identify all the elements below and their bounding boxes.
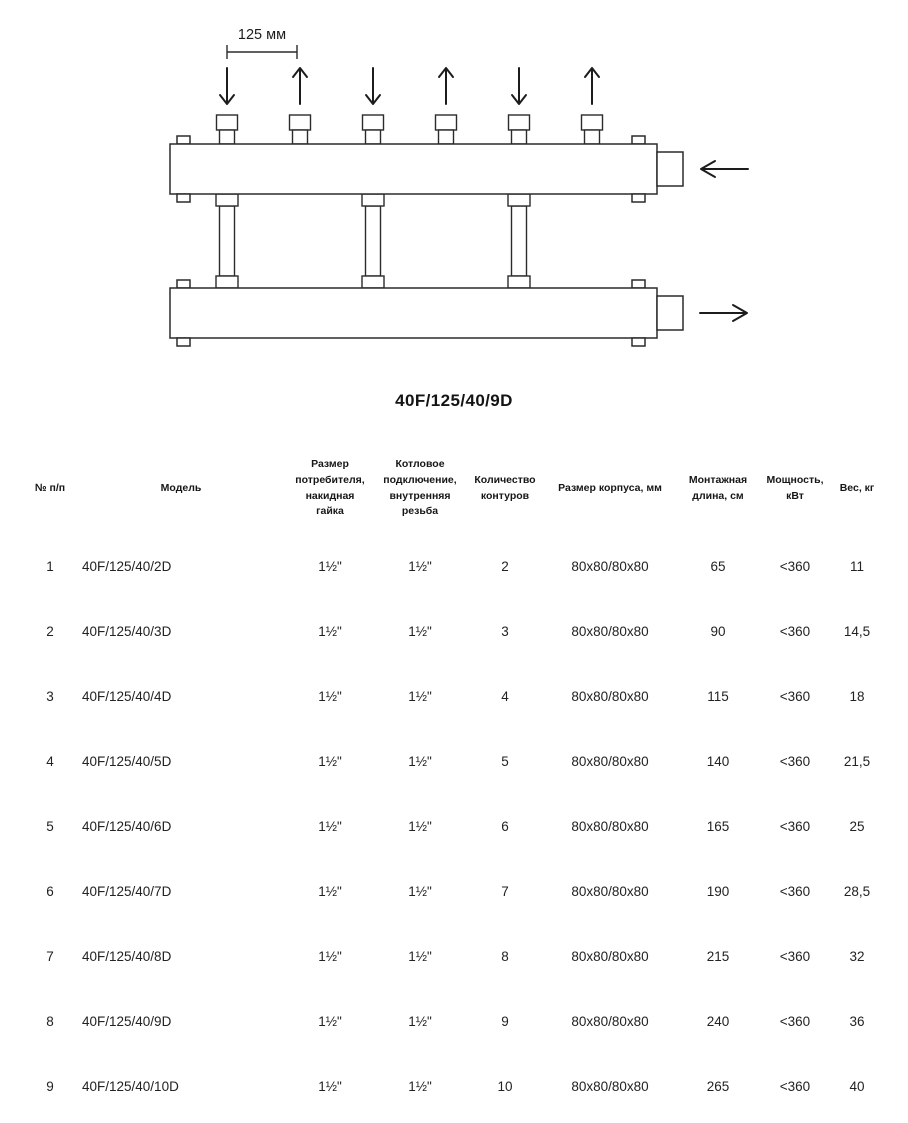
table-cell: <360	[779, 754, 811, 769]
port-fittings	[217, 115, 603, 144]
table-cell: 40F/125/40/5D	[82, 754, 172, 769]
table-row	[24, 1054, 884, 1119]
bottom-manifold	[170, 280, 683, 346]
table-cell: 190	[706, 884, 730, 899]
flow-arrows-top	[220, 68, 599, 104]
table-cell: 240	[706, 1014, 730, 1029]
table-cell: 9	[501, 1014, 509, 1029]
table-cell: 2	[46, 624, 54, 639]
outlet-arrow-icon	[700, 305, 747, 321]
column-header: № п/п	[34, 481, 66, 494]
table-cell: 1½"	[318, 819, 342, 834]
up-arrow-icon	[439, 68, 453, 104]
table-row	[24, 534, 884, 599]
table-cell: 1½"	[318, 689, 342, 704]
port-fitting	[509, 115, 530, 144]
table-cell: 40F/125/40/6D	[82, 819, 172, 834]
mounting-tab	[632, 136, 645, 144]
table-cell: 5	[501, 754, 509, 769]
table-cell: 6	[501, 819, 509, 834]
table-cell: 8	[501, 949, 509, 964]
mounting-tab	[177, 194, 190, 202]
page-title: 40F/125/40/9D	[395, 391, 513, 410]
table-cell: <360	[779, 884, 811, 899]
table-cell: 80x80/80x80	[571, 1079, 649, 1094]
table-cell: 1½"	[408, 1079, 432, 1094]
table-cell: 1½"	[408, 559, 432, 574]
table-cell: 7	[501, 884, 509, 899]
down-arrow-icon	[220, 68, 234, 104]
table-cell: 7	[46, 949, 54, 964]
table-cell: 40F/125/40/9D	[82, 1014, 172, 1029]
port-fitting	[290, 115, 311, 144]
top-manifold	[170, 136, 683, 202]
table-row	[24, 924, 884, 989]
table-cell: 10	[497, 1079, 513, 1094]
port-fitting	[436, 115, 457, 144]
dimension-label: 125 мм	[237, 27, 287, 43]
manifold-body	[170, 288, 657, 338]
table-cell: 11	[849, 559, 864, 574]
inlet-arrow-icon	[701, 161, 748, 177]
table-cell: 1½"	[408, 624, 432, 639]
table-cell: 1½"	[408, 819, 432, 834]
manifold-diagram	[0, 8, 908, 360]
table-cell: 40	[849, 1079, 865, 1094]
port-fitting	[582, 115, 603, 144]
table-cell: 40F/125/40/3D	[82, 624, 172, 639]
circuit-connectors	[216, 194, 530, 288]
up-arrow-icon	[293, 68, 307, 104]
down-arrow-icon	[366, 68, 380, 104]
table-cell: 1½"	[318, 949, 342, 964]
table-row	[24, 794, 884, 859]
table-cell: 1½"	[408, 754, 432, 769]
table-row	[24, 989, 884, 1054]
table-cell: 3	[46, 689, 54, 704]
mounting-tab	[177, 136, 190, 144]
inlet-stub	[657, 152, 683, 186]
table-cell: 40F/125/40/4D	[82, 689, 172, 704]
port-fitting	[363, 115, 384, 144]
table-cell: 8	[46, 1014, 54, 1029]
table-cell: 3	[501, 624, 509, 639]
column-header: Вес, кг	[839, 481, 875, 494]
table-cell: 1½"	[408, 1014, 432, 1029]
mounting-tab	[632, 338, 645, 346]
table-cell: 18	[849, 689, 865, 704]
column-header: Мощность, кВт	[766, 473, 824, 502]
table-body	[24, 534, 884, 1119]
table-cell: 40F/125/40/8D	[82, 949, 172, 964]
table-cell: 80x80/80x80	[571, 1014, 649, 1029]
table-cell: 140	[706, 754, 730, 769]
table-cell: 28,5	[843, 884, 871, 899]
table-row	[24, 729, 884, 794]
table-cell: 1½"	[318, 559, 342, 574]
up-arrow-icon	[585, 68, 599, 104]
mounting-tab	[632, 280, 645, 288]
circuit-connector	[362, 194, 384, 288]
table-cell: 90	[710, 624, 726, 639]
column-header: Количество контуров	[474, 473, 536, 502]
table-cell: 1½"	[408, 689, 432, 704]
table-cell: <360	[779, 1014, 811, 1029]
column-header: Котловое подключение, внутренняя резьба	[383, 458, 457, 518]
table-cell: 40F/125/40/10D	[82, 1079, 179, 1094]
table-cell: 9	[46, 1079, 54, 1094]
table-cell: <360	[779, 559, 811, 574]
table-row	[24, 859, 884, 924]
table-cell: 14,5	[843, 624, 871, 639]
mounting-tab	[177, 280, 190, 288]
table-cell: 1½"	[318, 754, 342, 769]
table-cell: 1½"	[318, 884, 342, 899]
table-cell: 1½"	[318, 1079, 342, 1094]
mounting-tab	[177, 338, 190, 346]
table-cell: 80x80/80x80	[571, 949, 649, 964]
table-cell: 265	[706, 1079, 730, 1094]
table-cell: 1½"	[408, 884, 432, 899]
spec-table	[24, 457, 884, 1119]
table-cell: 5	[46, 819, 54, 834]
mounting-tab	[632, 194, 645, 202]
table-cell: <360	[779, 624, 811, 639]
table-cell: <360	[779, 949, 811, 964]
table-cell: 1½"	[318, 1014, 342, 1029]
table-cell: 4	[501, 689, 509, 704]
dimension-marker	[227, 45, 297, 59]
table-row	[24, 664, 884, 729]
table-cell: 40F/125/40/2D	[82, 559, 172, 574]
port-fitting	[217, 115, 238, 144]
table-cell: 40F/125/40/7D	[82, 884, 172, 899]
column-header: Размер потребителя, накидная гайка	[295, 458, 365, 518]
table-cell: 36	[849, 1014, 865, 1029]
table-cell: 165	[706, 819, 730, 834]
column-header: Модель	[160, 481, 202, 494]
circuit-connector	[216, 194, 238, 288]
table-cell: 21,5	[843, 754, 871, 769]
column-header: Монтажная длина, см	[688, 473, 748, 502]
table-header-row	[24, 457, 884, 534]
table-row	[24, 599, 884, 664]
table-cell: 80x80/80x80	[571, 754, 649, 769]
table-cell: 80x80/80x80	[571, 624, 649, 639]
table-cell: 1½"	[408, 949, 432, 964]
table-cell: <360	[779, 819, 811, 834]
table-cell: 25	[849, 819, 865, 834]
manifold-diagram-container	[0, 0, 908, 365]
table-cell: 4	[46, 754, 54, 769]
table-cell: 32	[849, 949, 865, 964]
outlet-stub	[657, 296, 683, 330]
table-cell: 80x80/80x80	[571, 884, 649, 899]
table-cell: <360	[779, 1079, 811, 1094]
table-cell: 65	[710, 559, 726, 574]
manifold-body	[170, 144, 657, 194]
circuit-connector	[508, 194, 530, 288]
column-header: Размер корпуса, мм	[558, 481, 662, 494]
table-cell: 1	[46, 559, 54, 574]
table-cell: 6	[46, 884, 54, 899]
table-cell: 215	[706, 949, 730, 964]
table-cell: 1½"	[318, 624, 342, 639]
table-cell: 115	[707, 689, 729, 704]
table-cell: <360	[779, 689, 811, 704]
table-cell: 80x80/80x80	[571, 689, 649, 704]
down-arrow-icon	[512, 68, 526, 104]
table-cell: 2	[501, 559, 509, 574]
table-cell: 80x80/80x80	[571, 559, 649, 574]
table-cell: 80x80/80x80	[571, 819, 649, 834]
